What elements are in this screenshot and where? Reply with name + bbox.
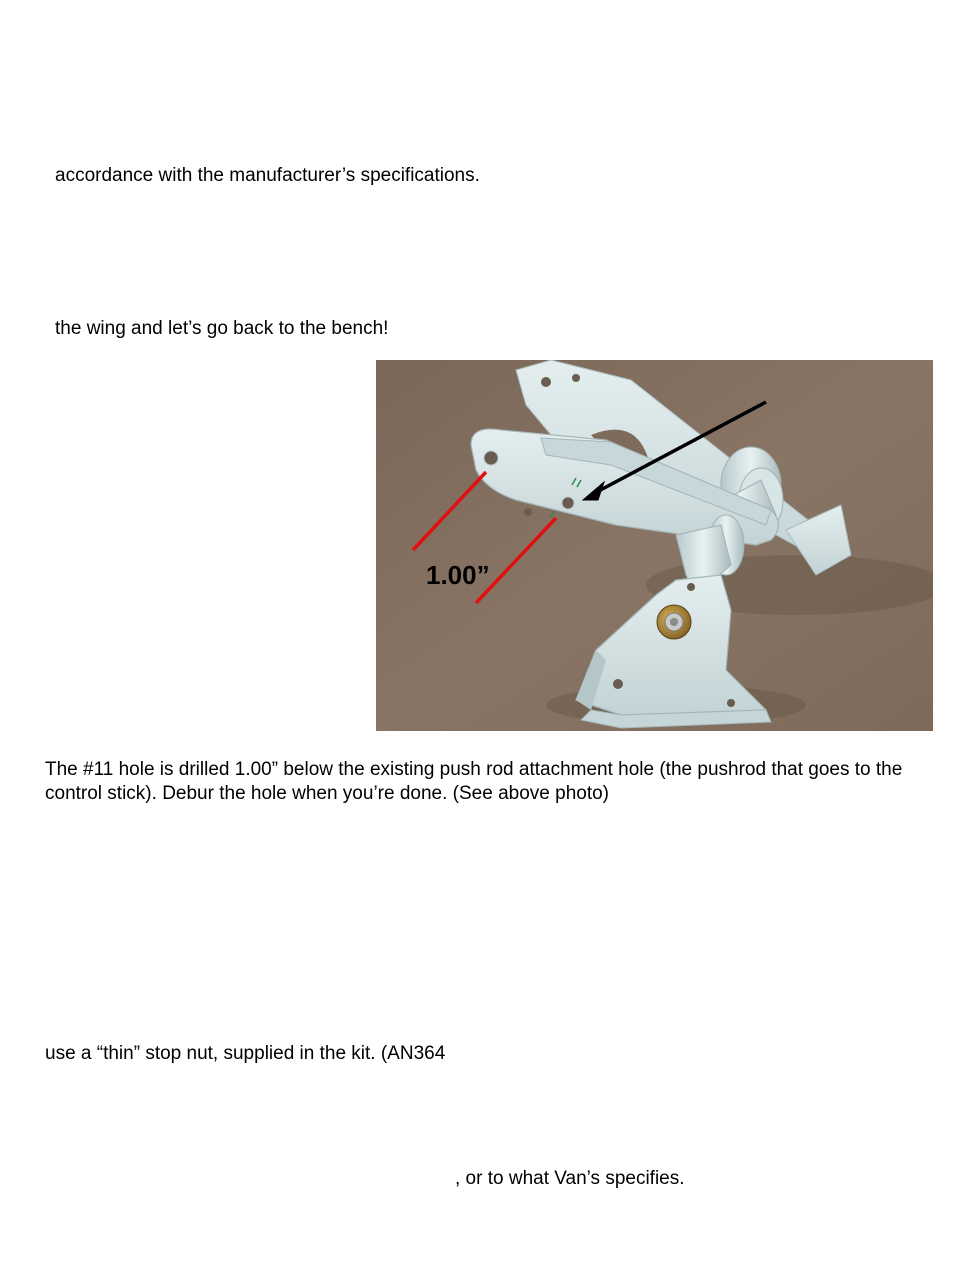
body-text-line: the wing and let’s go back to the bench! [55,318,389,339]
rivet-hole [572,374,580,382]
push-rod-hole [484,451,498,465]
rivet-hole [541,377,551,387]
dimension-label: 1.00” [426,560,490,590]
body-text-line: accordance with the manufacturer’s specifications. [55,165,480,186]
body-text-line: , or to what Van’s specifies. [455,1168,685,1189]
bracket-photo [376,360,933,731]
body-text-line: use a “thin” stop nut, supplied in the kit. (AN364 [45,1043,446,1064]
instruction-paragraph: The #11 hole is drilled 1.00” below the existing push rod attachment hole (the pushrod that goes to the control stick). Debur the hole when you’re done. (See above photo) [45,759,903,804]
drilled-hole [562,497,574,509]
